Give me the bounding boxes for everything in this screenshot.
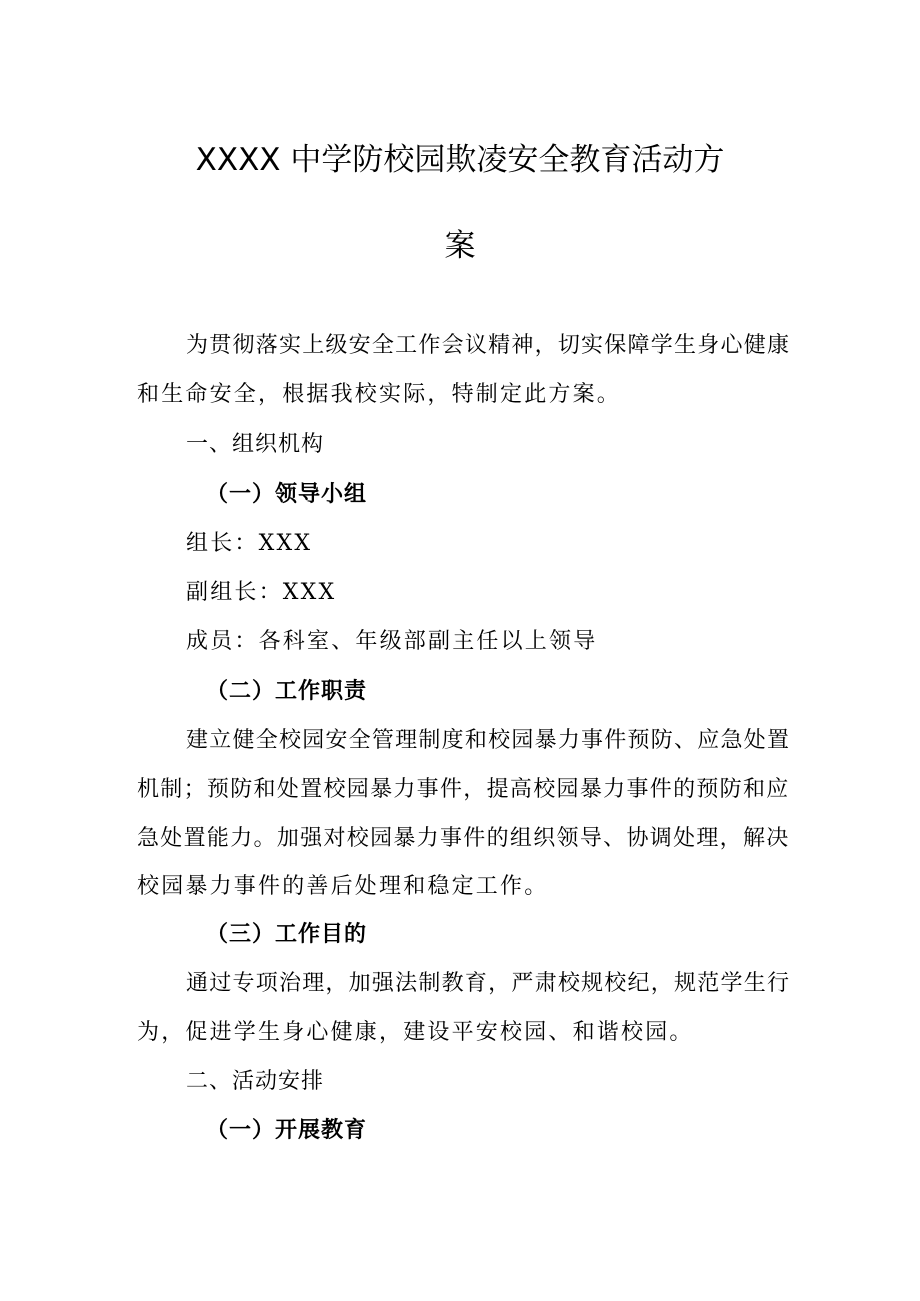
goals-paragraph-line-1: 通过专项治理，加强法制教育，严肃校规校纪，规范学生行 <box>186 971 791 996</box>
section-heading-organization: 一、组织机构 <box>186 432 325 457</box>
section-heading-activities: 二、活动安排 <box>186 1069 325 1094</box>
document-title-line-2: 案 <box>444 228 476 264</box>
document-title-line-1: XXXX 中学防校园欺凌安全教育活动方 <box>195 142 725 178</box>
duties-paragraph-line-3: 急处置能力。加强对校园暴力事件的组织领导、协调处理，解决 <box>137 826 790 851</box>
intro-paragraph-line-2: 和生命安全，根据我校实际，特制定此方案。 <box>137 382 622 407</box>
subsection-heading-goals: （三）工作目的 <box>206 922 368 947</box>
members-line: 成员：各科室、年级部副主任以上领导 <box>186 629 598 654</box>
subsection-heading-education: （一）开展教育 <box>206 1118 368 1143</box>
deputy-leader-line: 副组长：XXX <box>186 580 337 605</box>
goals-paragraph-line-2: 为，促进学生身心健康，建设平安校园、和谐校园。 <box>137 1020 694 1045</box>
subsection-heading-duties: （二）工作职责 <box>206 679 368 704</box>
leader-line: 组长：XXX <box>186 531 313 556</box>
duties-paragraph-line-2: 机制；预防和处置校园暴力事件，提高校园暴力事件的预防和应 <box>137 777 790 802</box>
duties-paragraph-line-1: 建立健全校园安全管理制度和校园暴力事件预防、应急处置 <box>186 728 791 753</box>
subsection-heading-leadership-group: （一）领导小组 <box>206 482 368 507</box>
intro-paragraph-line-1: 为贯彻落实上级安全工作会议精神，切实保障学生身心健康 <box>186 333 791 358</box>
duties-paragraph-line-4: 校园暴力事件的善后处理和稳定工作。 <box>137 874 549 899</box>
